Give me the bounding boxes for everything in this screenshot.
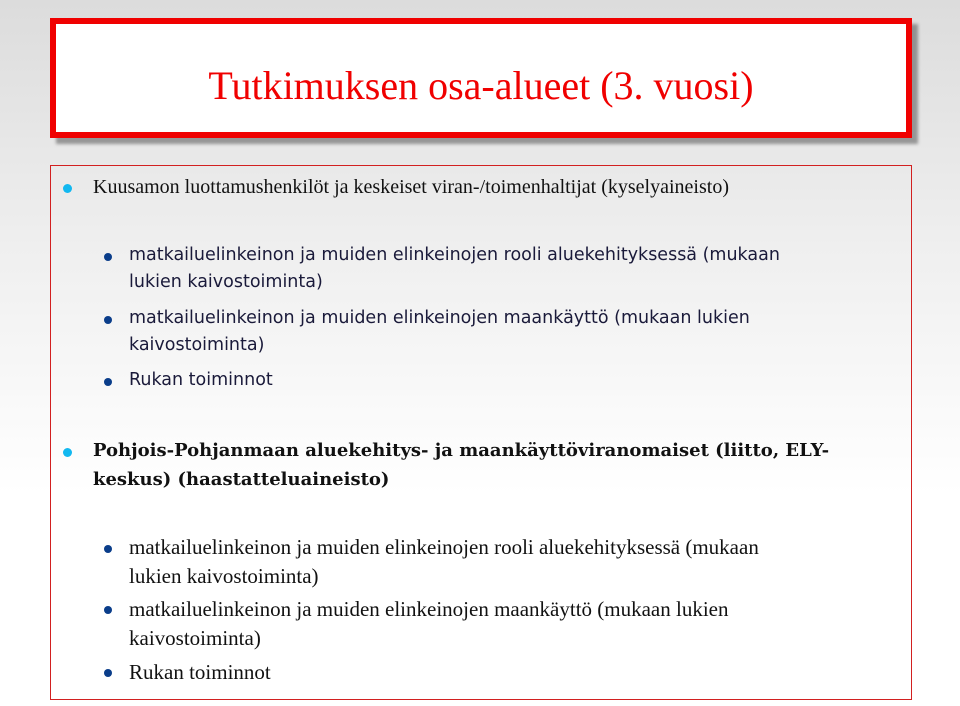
bullet-icon [104,378,112,386]
bullet-icon [104,253,112,261]
bullet-icon [104,606,112,614]
section2-heading-line1: Pohjois-Pohjanmaan aluekehitys- ja maankäyttöviranomaiset (liitto, ELY- [93,440,830,461]
bullet-icon [104,545,112,553]
bullet-icon [104,669,112,677]
section1-item1-line1: matkailuelinkeinon ja muiden elinkeinojen rooli aluekehityksessä (mukaan [129,245,780,265]
section1-item2-line1: matkailuelinkeinon ja muiden elinkeinojen maankäyttö (mukaan lukien [129,308,750,328]
section1-item3: Rukan toiminnot [129,370,273,390]
slide-title: Tutkimuksen osa-alueet (3. vuosi) [208,63,754,108]
bullet-icon [63,448,72,457]
section2-item1-line2: lukien kaivostoiminta) [129,564,319,588]
section2-item2-line2: kaivostoiminta) [129,626,261,650]
section2-item2-line1: matkailuelinkeinon ja muiden elinkeinojen maankäyttö (mukaan lukien [129,597,729,621]
bullet-icon [63,184,72,193]
section1-heading: Kuusamon luottamushenkilöt ja keskeiset viran-/toimenhaltijat (kyselyaineisto) [93,176,729,198]
section2-heading-line2: keskus) (haastatteluaineisto) [93,469,390,490]
title-box [50,18,912,138]
section1-item2-line2: kaivostoiminta) [129,335,265,355]
bullet-icon [104,316,112,324]
section1-item1-line2: lukien kaivostoiminta) [129,272,323,292]
section2-item3: Rukan toiminnot [129,660,271,684]
section2-item1-line1: matkailuelinkeinon ja muiden elinkeinojen rooli aluekehityksessä (mukaan [129,535,759,559]
